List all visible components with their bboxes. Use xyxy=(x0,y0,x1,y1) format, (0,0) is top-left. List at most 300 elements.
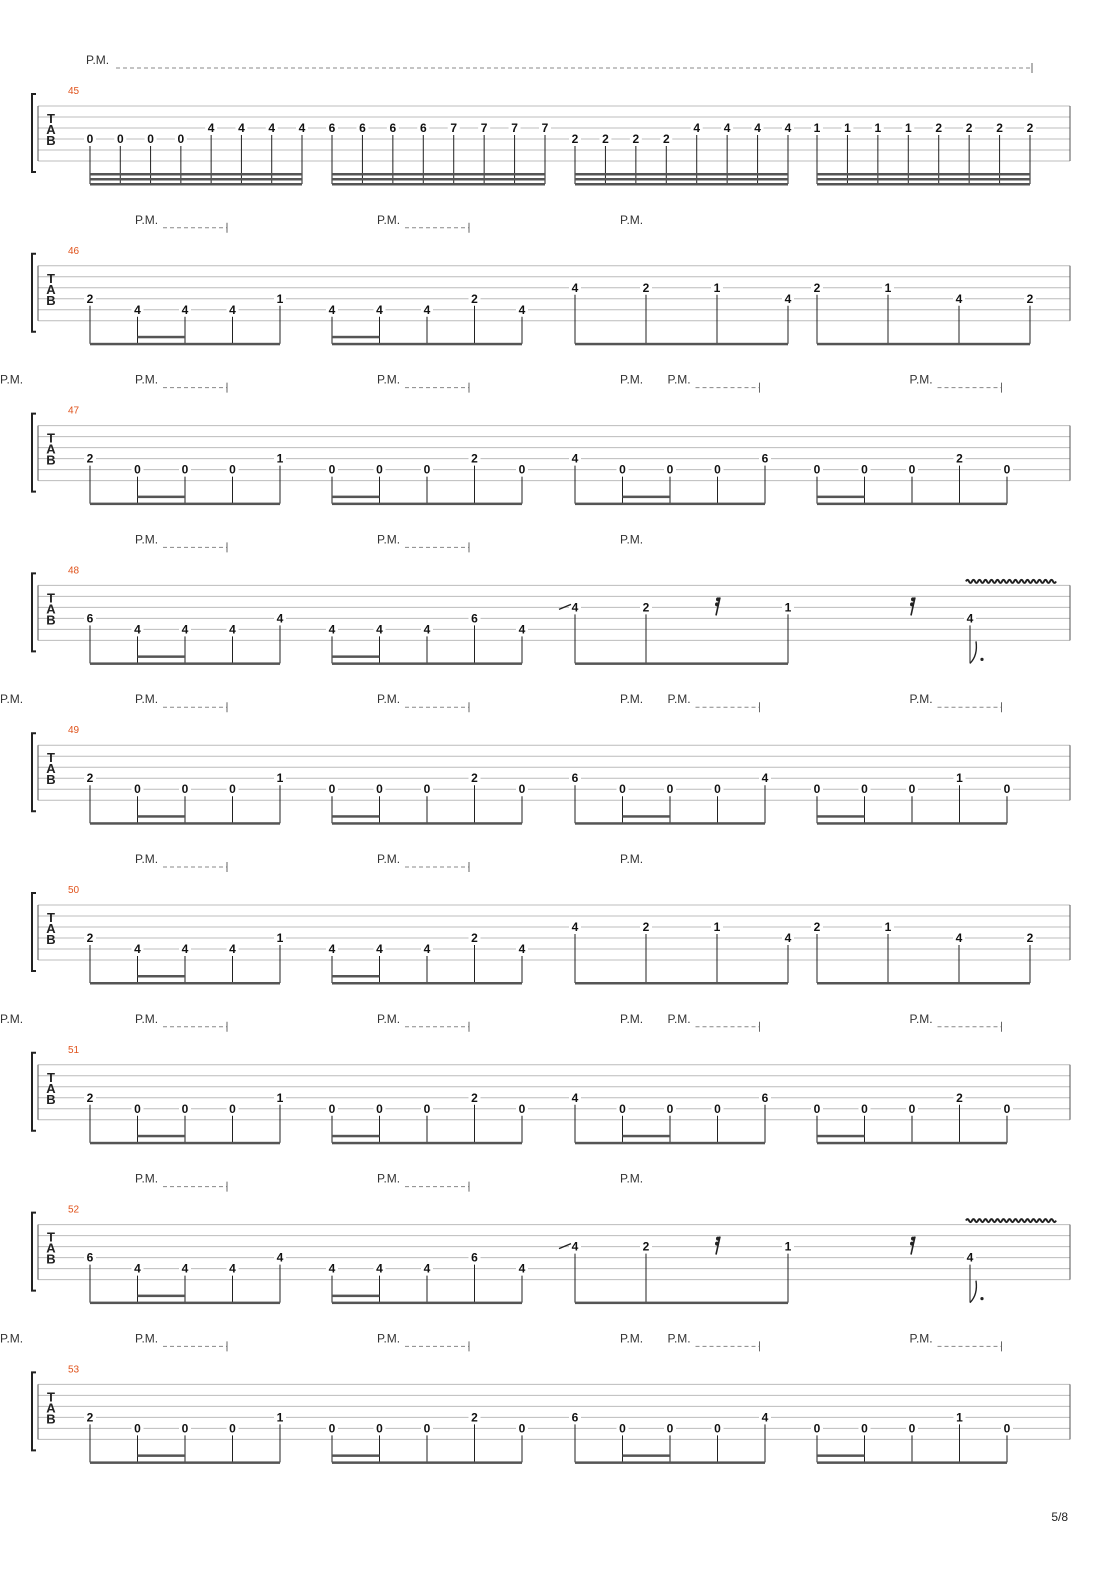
beam xyxy=(575,1142,765,1145)
beam-secondary xyxy=(138,1295,186,1298)
palm-mute-label: P.M. xyxy=(135,212,159,227)
palm-mute-label: P.M. xyxy=(377,212,401,227)
fret-number: 4 xyxy=(376,942,383,956)
tab-clef-letter: A xyxy=(46,921,56,936)
beam xyxy=(90,822,280,825)
fret-number: 4 xyxy=(181,622,189,637)
fret-number: 4 xyxy=(955,931,963,945)
fret-number: 4 xyxy=(376,302,383,317)
beam xyxy=(90,503,280,506)
beam xyxy=(817,982,1030,985)
fret-number: 0 xyxy=(813,1421,821,1436)
fret-number: 4 xyxy=(328,302,336,317)
system-50 xyxy=(32,852,1070,985)
fret-number: 2 xyxy=(471,451,478,466)
fret-number: 1 xyxy=(276,771,284,786)
beam xyxy=(575,662,788,665)
fret-number: 4 xyxy=(134,622,141,637)
fret-number: 6 xyxy=(359,121,366,135)
fret-number: 4 xyxy=(238,121,245,135)
fret-number: 0 xyxy=(181,462,189,477)
fret-number: 2 xyxy=(642,1239,650,1254)
tab-clef-letter: B xyxy=(46,292,56,308)
system-bracket xyxy=(32,1372,36,1450)
beam xyxy=(90,178,302,181)
beam xyxy=(90,1461,280,1464)
tab-clef-letter: B xyxy=(46,612,56,628)
fret-number: 0 xyxy=(86,132,94,146)
beam-secondary xyxy=(138,1454,186,1457)
system-45 xyxy=(32,53,1070,186)
palm-mute-label: P.M. xyxy=(909,1331,933,1346)
fret-number: 4 xyxy=(754,121,761,135)
palm-mute-label: P.M. xyxy=(0,1331,24,1346)
fret-number: 4 xyxy=(966,611,974,626)
fret-number: 0 xyxy=(376,462,383,477)
rest-dot xyxy=(910,1242,914,1246)
beam-secondary xyxy=(332,815,380,818)
fret-number: 2 xyxy=(1026,931,1034,945)
beam-secondary xyxy=(138,1135,186,1138)
tab-clef-letter: T xyxy=(47,910,55,925)
fret-number: 2 xyxy=(471,291,478,306)
beam-secondary xyxy=(332,655,380,658)
fret-number: 0 xyxy=(116,132,124,146)
beam xyxy=(332,1142,522,1145)
palm-mute-label: P.M. xyxy=(667,1011,691,1026)
beam xyxy=(90,982,280,985)
fret-number: 4 xyxy=(276,611,284,626)
beam xyxy=(332,822,522,825)
fret-number: 2 xyxy=(642,600,650,615)
fret-number: 0 xyxy=(181,1101,189,1116)
fret-number: 2 xyxy=(965,121,973,135)
fret-number: 2 xyxy=(571,132,579,146)
palm-mute-label: P.M. xyxy=(135,852,159,866)
system-48 xyxy=(32,532,1070,665)
beam-secondary xyxy=(138,496,186,499)
fret-number: 1 xyxy=(813,121,821,135)
palm-mute-label: P.M. xyxy=(909,1011,933,1026)
fret-number: 4 xyxy=(298,121,306,135)
fret-number: 2 xyxy=(1026,291,1034,306)
fret-number: 0 xyxy=(518,1101,526,1116)
tab-clef-letter: T xyxy=(47,1389,55,1405)
fret-number: 4 xyxy=(229,1261,236,1276)
fret-number: 1 xyxy=(884,280,892,295)
tab-clef-letter: T xyxy=(47,111,55,126)
fret-number: 1 xyxy=(784,600,792,615)
fret-number: 4 xyxy=(181,942,189,956)
beam xyxy=(90,662,280,665)
fret-number: 4 xyxy=(423,1261,431,1276)
fret-number: 0 xyxy=(229,782,236,797)
fret-number: 0 xyxy=(1003,1101,1011,1116)
beam-secondary xyxy=(332,1295,380,1298)
fret-number: 4 xyxy=(571,600,579,615)
fret-number: 4 xyxy=(518,1261,526,1276)
palm-mute-label: P.M. xyxy=(135,532,159,547)
beam-secondary xyxy=(623,1454,671,1457)
tab-clef-letter: T xyxy=(47,1229,55,1245)
fret-number: 4 xyxy=(134,302,141,317)
fret-number: 0 xyxy=(423,462,431,477)
palm-mute-label: P.M. xyxy=(377,852,401,866)
measure-number: 51 xyxy=(68,1044,80,1056)
fret-number: 0 xyxy=(134,1421,141,1436)
note-flag xyxy=(970,641,976,663)
beam xyxy=(90,1142,280,1145)
beam xyxy=(90,1302,280,1305)
fret-number: 4 xyxy=(423,942,431,956)
palm-mute-label: P.M. xyxy=(135,692,159,707)
fret-number: 1 xyxy=(713,920,721,934)
fret-number: 1 xyxy=(276,1090,284,1105)
system-bracket xyxy=(32,1213,36,1291)
beam xyxy=(575,178,788,181)
system-49 xyxy=(0,692,1070,825)
fret-number: 4 xyxy=(955,291,963,306)
system-51 xyxy=(0,1012,1070,1145)
fret-number: 0 xyxy=(813,1101,821,1116)
fret-number: 4 xyxy=(571,451,579,466)
fret-number: 2 xyxy=(86,931,94,945)
tab-clef-letter: T xyxy=(47,430,55,446)
beam xyxy=(817,173,1030,176)
fret-number: 2 xyxy=(813,920,821,934)
system-bracket xyxy=(32,1053,36,1131)
palm-mute-label: P.M. xyxy=(620,1011,644,1026)
note-dot xyxy=(980,1297,983,1300)
fret-number: 0 xyxy=(666,462,674,477)
beam-secondary xyxy=(623,815,671,818)
palm-mute-label: P.M. xyxy=(667,372,691,387)
fret-number: 6 xyxy=(389,121,397,135)
fret-number: 4 xyxy=(761,771,769,786)
tab-clef-letter: B xyxy=(46,772,56,788)
fret-number: 0 xyxy=(619,462,626,477)
fret-number: 0 xyxy=(861,1421,868,1436)
system-52 xyxy=(32,1172,1070,1305)
rest-dot xyxy=(911,1237,915,1241)
system-53 xyxy=(0,1331,1070,1464)
fret-number: 4 xyxy=(966,1250,974,1265)
fret-number: 6 xyxy=(328,121,336,135)
tab-clef-letter: A xyxy=(46,1400,56,1416)
fret-number: 1 xyxy=(956,1410,963,1425)
fret-number: 0 xyxy=(328,462,336,477)
fret-number: 4 xyxy=(784,931,792,945)
rest-dot xyxy=(716,1237,720,1241)
fret-number: 2 xyxy=(956,1090,963,1105)
tab-clef-letter: B xyxy=(46,1251,56,1267)
fret-number: 4 xyxy=(376,1261,383,1276)
fret-number: 0 xyxy=(376,1421,383,1436)
fret-number: 4 xyxy=(518,942,526,956)
rest-dot xyxy=(910,602,914,606)
palm-mute-label: P.M. xyxy=(620,692,644,707)
fret-number: 6 xyxy=(761,1090,769,1105)
fret-number: 6 xyxy=(571,1410,579,1425)
fret-number: 6 xyxy=(471,1250,478,1265)
fret-number: 4 xyxy=(784,121,792,135)
fret-number: 0 xyxy=(619,1421,626,1436)
beam xyxy=(817,178,1030,181)
measure-number: 52 xyxy=(68,1204,80,1216)
beam xyxy=(817,343,1030,346)
fret-number: 0 xyxy=(423,1101,431,1116)
fret-number: 0 xyxy=(1003,782,1011,797)
beam xyxy=(575,343,788,346)
fret-number: 0 xyxy=(177,132,185,146)
fret-number: 0 xyxy=(423,1421,431,1436)
fret-number: 4 xyxy=(571,1239,579,1254)
palm-mute-label: P.M. xyxy=(620,372,644,387)
palm-mute-label: P.M. xyxy=(667,1331,691,1346)
vibrato-mark xyxy=(966,580,1056,583)
palm-mute-label: P.M. xyxy=(909,692,933,707)
tab-clef-letter: B xyxy=(46,932,56,947)
beam xyxy=(332,662,522,665)
beam-secondary xyxy=(332,1135,380,1138)
system-bracket xyxy=(32,573,36,651)
fret-number: 4 xyxy=(571,280,579,295)
fret-number: 0 xyxy=(423,782,431,797)
fret-number: 0 xyxy=(813,462,821,477)
fret-number: 2 xyxy=(86,451,94,466)
tab-clef-letter: T xyxy=(47,1069,55,1085)
fret-number: 6 xyxy=(761,451,769,466)
fret-number: 0 xyxy=(147,132,154,146)
beam-secondary xyxy=(817,1135,865,1138)
tab-clef-letter: B xyxy=(46,133,56,148)
fret-number: 4 xyxy=(134,1261,141,1276)
system-bracket xyxy=(32,94,36,172)
fret-number: 6 xyxy=(86,1250,94,1265)
beam xyxy=(575,173,788,176)
fret-number: 0 xyxy=(666,1101,674,1116)
fret-number: 4 xyxy=(229,622,236,637)
beam xyxy=(817,183,1030,186)
beam xyxy=(817,822,1007,825)
beam-secondary xyxy=(138,336,186,339)
measure-number: 47 xyxy=(68,405,80,417)
fret-number: 2 xyxy=(471,931,478,945)
palm-mute-label: P.M. xyxy=(377,1331,401,1346)
beam xyxy=(90,343,280,346)
beam-secondary xyxy=(138,975,186,978)
system-bracket xyxy=(32,733,36,811)
fret-number: 0 xyxy=(861,782,868,797)
palm-mute-label: P.M. xyxy=(909,372,933,387)
fret-number: 0 xyxy=(229,1421,236,1436)
palm-mute-label: P.M. xyxy=(135,1331,159,1346)
tab-clef-letter: A xyxy=(46,441,56,457)
vibrato-mark xyxy=(966,1219,1056,1222)
beam xyxy=(332,183,545,186)
palm-mute-label: P.M. xyxy=(620,1171,644,1186)
beam xyxy=(817,1142,1007,1145)
rest-dot xyxy=(911,597,915,601)
palm-mute-label: P.M. xyxy=(377,692,401,707)
fret-number: 1 xyxy=(884,920,892,934)
system-47 xyxy=(0,373,1070,506)
fret-number: 4 xyxy=(571,1090,579,1105)
beam xyxy=(575,183,788,186)
fret-number: 2 xyxy=(86,291,94,306)
tab-clef-letter: A xyxy=(46,1080,56,1096)
beam xyxy=(332,1302,522,1305)
tab-clef-letter: A xyxy=(46,761,56,777)
fret-number: 7 xyxy=(450,121,458,135)
fret-number: 1 xyxy=(276,291,284,306)
fret-number: 2 xyxy=(956,451,963,466)
fret-number: 4 xyxy=(207,121,215,135)
fret-number: 4 xyxy=(276,1250,284,1265)
fret-number: 2 xyxy=(632,132,640,146)
fret-number: 4 xyxy=(328,942,336,956)
fret-number: 0 xyxy=(619,782,626,797)
fret-number: 6 xyxy=(86,611,94,626)
beam xyxy=(332,982,522,985)
tab-clef-letter: A xyxy=(46,122,56,137)
fret-number: 0 xyxy=(328,1101,336,1116)
fret-number: 2 xyxy=(642,920,650,934)
fret-number: 2 xyxy=(813,280,821,295)
fret-number: 0 xyxy=(134,462,141,477)
fret-number: 4 xyxy=(784,291,792,306)
measure-number: 45 xyxy=(68,86,80,97)
tab-clef-letter: A xyxy=(46,1240,56,1256)
beam xyxy=(332,178,545,181)
fret-number: 4 xyxy=(134,942,141,956)
fret-number: 2 xyxy=(996,121,1003,135)
page-number: 5/8 xyxy=(1051,1510,1068,1524)
fret-number: 0 xyxy=(181,1421,189,1436)
fret-number: 2 xyxy=(662,132,670,146)
fret-number: 6 xyxy=(471,611,478,626)
measure-number: 49 xyxy=(68,725,80,737)
beam-secondary xyxy=(623,1135,671,1138)
palm-mute-label: P.M. xyxy=(620,852,644,866)
fret-number: 0 xyxy=(861,462,868,477)
measure-number: 53 xyxy=(68,1364,80,1376)
fret-number: 0 xyxy=(1003,462,1011,477)
beam xyxy=(575,503,765,506)
beam xyxy=(332,1461,522,1464)
beam xyxy=(575,1461,765,1464)
fret-number: 6 xyxy=(419,121,427,135)
palm-mute-label: P.M. xyxy=(620,1331,644,1346)
fret-number: 7 xyxy=(511,121,518,135)
fret-number: 2 xyxy=(471,1410,478,1425)
fret-number: 0 xyxy=(666,1421,674,1436)
beam xyxy=(575,982,788,985)
measure-number: 48 xyxy=(68,565,80,577)
tab-clef-letter: T xyxy=(47,750,55,766)
palm-mute-label: P.M. xyxy=(377,372,401,387)
fret-number: 2 xyxy=(471,1090,478,1105)
fret-number: 0 xyxy=(861,1101,868,1116)
palm-mute-label: P.M. xyxy=(377,532,401,547)
fret-number: 6 xyxy=(571,771,579,786)
fret-number: 4 xyxy=(518,622,526,637)
fret-number: 0 xyxy=(134,782,141,797)
beam xyxy=(817,503,1007,506)
fret-number: 0 xyxy=(908,782,916,797)
beam-secondary xyxy=(623,496,671,499)
beam-secondary xyxy=(332,1454,380,1457)
fret-number: 0 xyxy=(619,1101,626,1116)
fret-number: 0 xyxy=(518,462,526,477)
palm-mute-label: P.M. xyxy=(86,53,110,67)
palm-mute-label: P.M. xyxy=(0,692,24,707)
fret-number: 0 xyxy=(376,782,383,797)
fret-number: 4 xyxy=(328,1261,336,1276)
fret-number: 0 xyxy=(813,782,821,797)
fret-number: 1 xyxy=(276,451,284,466)
fret-number: 4 xyxy=(181,302,189,317)
fret-number: 4 xyxy=(723,121,731,135)
tab-clef-letter: A xyxy=(46,281,56,297)
tab-clef-letter: T xyxy=(47,270,55,286)
fret-number: 0 xyxy=(134,1101,141,1116)
palm-mute-label: P.M. xyxy=(135,1171,159,1186)
rest-dot xyxy=(715,602,719,606)
system-bracket xyxy=(32,414,36,492)
fret-number: 0 xyxy=(518,782,526,797)
fret-number: 4 xyxy=(423,622,431,637)
fret-number: 1 xyxy=(713,280,721,295)
palm-mute-label: P.M. xyxy=(0,1011,24,1026)
palm-mute-label: P.M. xyxy=(135,372,159,387)
beam-secondary xyxy=(817,496,865,499)
fret-number: 0 xyxy=(518,1421,526,1436)
fret-number: 2 xyxy=(642,280,650,295)
fret-number: 2 xyxy=(471,771,478,786)
fret-number: 4 xyxy=(229,942,236,956)
beam xyxy=(817,1461,1007,1464)
system-bracket xyxy=(32,254,36,332)
fret-number: 1 xyxy=(904,121,912,135)
fret-number: 0 xyxy=(908,462,916,477)
beam-secondary xyxy=(817,815,865,818)
note-flag xyxy=(970,1281,976,1303)
fret-number: 7 xyxy=(480,121,488,135)
fret-number: 4 xyxy=(229,302,236,317)
fret-number: 1 xyxy=(956,771,963,786)
fret-number: 2 xyxy=(86,1410,94,1425)
beam xyxy=(90,173,302,176)
fret-number: 4 xyxy=(181,1261,189,1276)
tab-clef-letter: B xyxy=(46,452,56,468)
fret-number: 4 xyxy=(423,302,431,317)
fret-number: 0 xyxy=(714,1421,721,1436)
beam xyxy=(575,1302,788,1305)
beam-secondary xyxy=(138,655,186,658)
beam-secondary xyxy=(332,496,380,499)
fret-number: 4 xyxy=(268,121,276,135)
fret-number: 0 xyxy=(714,782,721,797)
fret-number: 0 xyxy=(328,1421,336,1436)
fret-number: 4 xyxy=(693,121,701,135)
palm-mute-label: P.M. xyxy=(667,692,691,707)
fret-number: 2 xyxy=(935,121,943,135)
fret-number: 0 xyxy=(1003,1421,1011,1436)
tab-clef-letter: T xyxy=(47,590,55,606)
measure-number: 50 xyxy=(68,885,80,896)
fret-number: 4 xyxy=(518,302,526,317)
